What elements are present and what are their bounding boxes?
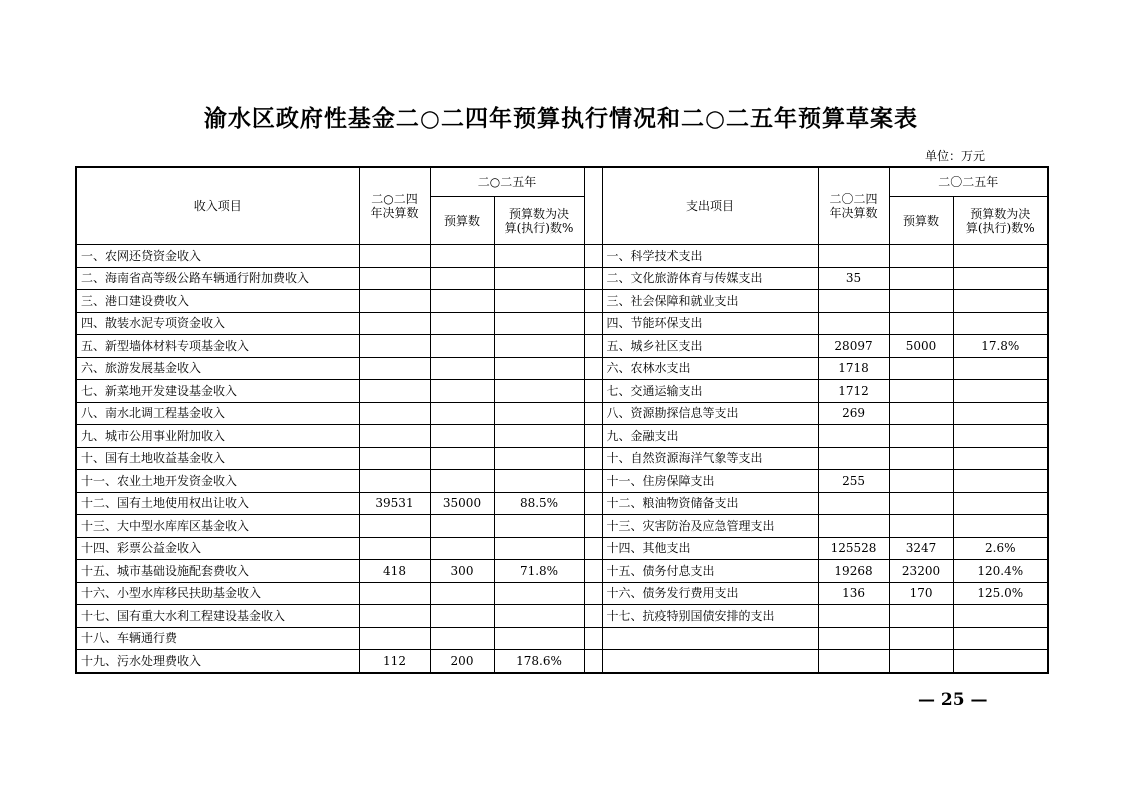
income-final-cell <box>359 402 430 425</box>
separator-cell <box>584 515 602 538</box>
income-final-cell <box>359 470 430 493</box>
income-ratio-cell <box>494 245 584 268</box>
income-final-2024-header <box>359 167 430 245</box>
income-final-cell <box>359 582 430 605</box>
table-row <box>76 380 1048 403</box>
income-final-cell: 39531 <box>359 492 430 515</box>
income-item-cell: 三、港口建设费收入 <box>76 290 359 313</box>
income-item-cell: 十八、车辆通行费 <box>76 627 359 650</box>
expense-ratio-cell <box>953 402 1048 425</box>
separator-cell <box>584 447 602 470</box>
expense-item-cell: 九、金融支出 <box>602 425 818 448</box>
expense-budget-cell <box>889 357 953 380</box>
table-row <box>76 537 1048 560</box>
income-ratio-header <box>494 197 584 245</box>
separator-cell <box>584 402 602 425</box>
income-item-cell: 十一、农业土地开发资金收入 <box>76 470 359 493</box>
income-item-cell: 十七、国有重大水利工程建设基金收入 <box>76 605 359 628</box>
separator-cell <box>584 380 602 403</box>
expense-final-cell: 28097 <box>818 335 889 358</box>
income-budget-cell <box>430 267 494 290</box>
income-final-cell <box>359 267 430 290</box>
income-budget-cell <box>430 582 494 605</box>
expense-year-2025-header: 二〇二五年 <box>889 167 1048 197</box>
table-row <box>76 492 1048 515</box>
expense-budget-cell: 5000 <box>889 335 953 358</box>
expense-item-cell: 三、社会保障和就业支出 <box>602 290 818 313</box>
expense-ratio-cell: 2.6% <box>953 537 1048 560</box>
expense-final-cell <box>818 605 889 628</box>
income-item-header: 收入项目 <box>76 167 359 245</box>
income-item-cell: 十五、城市基础设施配套费收入 <box>76 560 359 583</box>
income-item-cell: 十六、小型水库移民扶助基金收入 <box>76 582 359 605</box>
income-final-cell: 418 <box>359 560 430 583</box>
table-row <box>76 582 1048 605</box>
expense-final-cell: 136 <box>818 582 889 605</box>
expense-item-header: 支出项目 <box>602 167 818 245</box>
expense-final-cell <box>818 650 889 673</box>
expense-item-cell: 八、资源勘探信息等支出 <box>602 402 818 425</box>
unit-label: 单位：万元 <box>925 149 986 163</box>
expense-final-2024-header <box>818 167 889 245</box>
expense-budget-cell <box>889 267 953 290</box>
expense-final-cell <box>818 447 889 470</box>
expense-ratio-cell: 120.4% <box>953 560 1048 583</box>
income-ratio-cell <box>494 312 584 335</box>
expense-final-cell: 35 <box>818 267 889 290</box>
income-budget-cell <box>430 515 494 538</box>
income-ratio-cell: 88.5% <box>494 492 584 515</box>
income-budget-cell <box>430 380 494 403</box>
separator-cell <box>584 245 602 268</box>
income-ratio-cell <box>494 627 584 650</box>
expense-budget-cell <box>889 650 953 673</box>
income-final-2024-line2: 年决算数 <box>370 206 419 220</box>
expense-budget-cell: 170 <box>889 582 953 605</box>
separator-cell <box>584 357 602 380</box>
income-final-cell <box>359 627 430 650</box>
expense-ratio-line2: 算(执行)数% <box>965 220 1035 235</box>
expense-item-cell: 十七、抗疫特别国债安排的支出 <box>602 605 818 628</box>
income-final-cell: 112 <box>359 650 430 673</box>
expense-budget-cell <box>889 515 953 538</box>
income-ratio-cell <box>494 582 584 605</box>
page-number: — 25 — <box>918 690 988 710</box>
expense-ratio-cell <box>953 447 1048 470</box>
expense-budget-cell: 3247 <box>889 537 953 560</box>
separator-cell <box>584 290 602 313</box>
income-final-cell <box>359 380 430 403</box>
income-final-cell <box>359 425 430 448</box>
income-budget-header: 预算数 <box>430 197 494 245</box>
table-row <box>76 560 1048 583</box>
table-row <box>76 312 1048 335</box>
income-budget-cell <box>430 447 494 470</box>
expense-budget-cell <box>889 245 953 268</box>
income-budget-cell <box>430 312 494 335</box>
expense-budget-cell: 23200 <box>889 560 953 583</box>
income-item-cell: 五、新型墙体材料专项基金收入 <box>76 335 359 358</box>
expense-ratio-cell <box>953 380 1048 403</box>
income-final-cell <box>359 357 430 380</box>
expense-item-cell: 十六、债务发行费用支出 <box>602 582 818 605</box>
income-budget-cell <box>430 605 494 628</box>
separator-cell <box>584 560 602 583</box>
expense-final-2024-line2: 年决算数 <box>829 206 878 220</box>
table-row <box>76 335 1048 358</box>
table-row <box>76 425 1048 448</box>
expense-ratio-cell <box>953 425 1048 448</box>
expense-item-cell: 二、文化旅游体育与传媒支出 <box>602 267 818 290</box>
expense-final-cell <box>818 492 889 515</box>
expense-final-cell: 19268 <box>818 560 889 583</box>
expense-ratio-cell <box>953 470 1048 493</box>
expense-final-cell <box>818 627 889 650</box>
table-row <box>76 650 1048 673</box>
income-ratio-cell <box>494 425 584 448</box>
expense-ratio-cell <box>953 605 1048 628</box>
expense-final-cell <box>818 515 889 538</box>
separator-cell <box>584 312 602 335</box>
table-row <box>76 470 1048 493</box>
page-title: 渝水区政府性基金二○二四年预算执行情况和二○二五年预算草案表 <box>203 106 919 132</box>
income-final-cell <box>359 290 430 313</box>
income-ratio-cell <box>494 380 584 403</box>
separator-cell <box>584 582 602 605</box>
income-item-cell: 十、国有土地收益基金收入 <box>76 447 359 470</box>
expense-item-cell: 一、科学技术支出 <box>602 245 818 268</box>
table-row <box>76 290 1048 313</box>
table-row <box>76 605 1048 628</box>
income-item-cell: 十三、大中型水库库区基金收入 <box>76 515 359 538</box>
table-row <box>76 267 1048 290</box>
expense-budget-cell <box>889 470 953 493</box>
expense-ratio-cell <box>953 357 1048 380</box>
expense-ratio-cell <box>953 267 1048 290</box>
income-item-cell: 六、旅游发展基金收入 <box>76 357 359 380</box>
separator-cell <box>584 537 602 560</box>
income-ratio-cell <box>494 290 584 313</box>
expense-item-cell: 十、自然资源海洋气象等支出 <box>602 447 818 470</box>
expense-item-cell: 五、城乡社区支出 <box>602 335 818 358</box>
expense-final-cell: 125528 <box>818 537 889 560</box>
income-final-cell <box>359 245 430 268</box>
separator-cell <box>584 650 602 673</box>
income-item-cell: 七、新菜地开发建设基金收入 <box>76 380 359 403</box>
income-budget-cell <box>430 425 494 448</box>
income-ratio-cell <box>494 470 584 493</box>
expense-ratio-cell <box>953 245 1048 268</box>
income-ratio-cell <box>494 537 584 560</box>
income-final-cell <box>359 312 430 335</box>
income-budget-cell <box>430 627 494 650</box>
expense-item-cell: 十二、粮油物资储备支出 <box>602 492 818 515</box>
income-item-cell: 十二、国有土地使用权出让收入 <box>76 492 359 515</box>
income-budget-cell: 300 <box>430 560 494 583</box>
income-budget-cell <box>430 290 494 313</box>
expense-budget-cell <box>889 627 953 650</box>
expense-final-cell: 255 <box>818 470 889 493</box>
income-ratio-line2: 算(执行)数% <box>504 220 574 235</box>
table-row <box>76 627 1048 650</box>
budget-table <box>75 166 1049 674</box>
expense-final-cell: 1718 <box>818 357 889 380</box>
table-row <box>76 402 1048 425</box>
expense-ratio-cell: 125.0% <box>953 582 1048 605</box>
expense-budget-cell <box>889 402 953 425</box>
income-ratio-cell <box>494 515 584 538</box>
separator-cell <box>584 267 602 290</box>
expense-ratio-cell <box>953 312 1048 335</box>
separator-cell <box>584 492 602 515</box>
income-final-cell <box>359 537 430 560</box>
expense-ratio-line1: 预算数为决 <box>970 206 1031 221</box>
expense-budget-cell <box>889 312 953 335</box>
expense-budget-header: 预算数 <box>889 197 953 245</box>
expense-item-cell: 十一、住房保障支出 <box>602 470 818 493</box>
expense-item-cell: 七、交通运输支出 <box>602 380 818 403</box>
expense-item-cell: 四、节能环保支出 <box>602 312 818 335</box>
income-item-cell: 十四、彩票公益金收入 <box>76 537 359 560</box>
expense-final-cell: 1712 <box>818 380 889 403</box>
table-row <box>76 245 1048 268</box>
income-ratio-cell <box>494 447 584 470</box>
expense-final-cell <box>818 425 889 448</box>
expense-budget-cell <box>889 447 953 470</box>
income-budget-cell <box>430 357 494 380</box>
income-final-cell <box>359 447 430 470</box>
expense-final-cell <box>818 290 889 313</box>
income-budget-cell <box>430 402 494 425</box>
income-budget-cell <box>430 537 494 560</box>
expense-ratio-header <box>953 197 1048 245</box>
income-item-cell: 十九、污水处理费收入 <box>76 650 359 673</box>
table-row <box>76 447 1048 470</box>
separator-cell <box>584 425 602 448</box>
expense-final-2024-line1: 二〇二四 <box>829 192 878 206</box>
expense-ratio-cell <box>953 492 1048 515</box>
income-ratio-cell <box>494 267 584 290</box>
table-body <box>76 245 1048 673</box>
income-ratio-cell: 71.8% <box>494 560 584 583</box>
income-budget-cell <box>430 245 494 268</box>
separator-cell <box>584 605 602 628</box>
income-budget-cell <box>430 470 494 493</box>
expense-item-cell <box>602 627 818 650</box>
income-item-cell: 八、南水北调工程基金收入 <box>76 402 359 425</box>
expense-item-cell: 十四、其他支出 <box>602 537 818 560</box>
income-budget-cell <box>430 335 494 358</box>
expense-budget-cell <box>889 605 953 628</box>
expense-item-cell: 十五、债务付息支出 <box>602 560 818 583</box>
table-row <box>76 515 1048 538</box>
expense-budget-cell <box>889 425 953 448</box>
expense-ratio-cell <box>953 650 1048 673</box>
expense-final-cell: 269 <box>818 402 889 425</box>
expense-item-cell: 十三、灾害防治及应急管理支出 <box>602 515 818 538</box>
separator-cell <box>584 470 602 493</box>
expense-ratio-cell: 17.8% <box>953 335 1048 358</box>
income-ratio-cell <box>494 357 584 380</box>
income-budget-cell: 200 <box>430 650 494 673</box>
separator-cell <box>584 627 602 650</box>
income-final-cell <box>359 515 430 538</box>
expense-final-cell <box>818 312 889 335</box>
income-ratio-cell: 178.6% <box>494 650 584 673</box>
income-ratio-cell <box>494 402 584 425</box>
expense-ratio-cell <box>953 290 1048 313</box>
expense-final-cell <box>818 245 889 268</box>
expense-budget-cell <box>889 380 953 403</box>
income-year-2025-header: 二○二五年 <box>430 167 584 197</box>
expense-budget-cell <box>889 492 953 515</box>
income-item-cell: 九、城市公用事业附加收入 <box>76 425 359 448</box>
income-ratio-cell <box>494 605 584 628</box>
income-final-cell <box>359 335 430 358</box>
separator-cell <box>584 335 602 358</box>
expense-budget-cell <box>889 290 953 313</box>
expense-ratio-cell <box>953 515 1048 538</box>
expense-item-cell <box>602 650 818 673</box>
expense-ratio-cell <box>953 627 1048 650</box>
income-item-cell: 二、海南省高等级公路车辆通行附加费收入 <box>76 267 359 290</box>
table-row <box>76 357 1048 380</box>
income-budget-cell: 35000 <box>430 492 494 515</box>
income-final-cell <box>359 605 430 628</box>
income-ratio-cell <box>494 335 584 358</box>
income-item-cell: 四、散装水泥专项资金收入 <box>76 312 359 335</box>
income-final-2024-line1: 二○二四 <box>371 192 418 206</box>
expense-item-cell: 六、农林水支出 <box>602 357 818 380</box>
separator-column-header <box>584 167 602 245</box>
income-item-cell: 一、农网还贷资金收入 <box>76 245 359 268</box>
income-ratio-line1: 预算数为决 <box>509 206 570 221</box>
